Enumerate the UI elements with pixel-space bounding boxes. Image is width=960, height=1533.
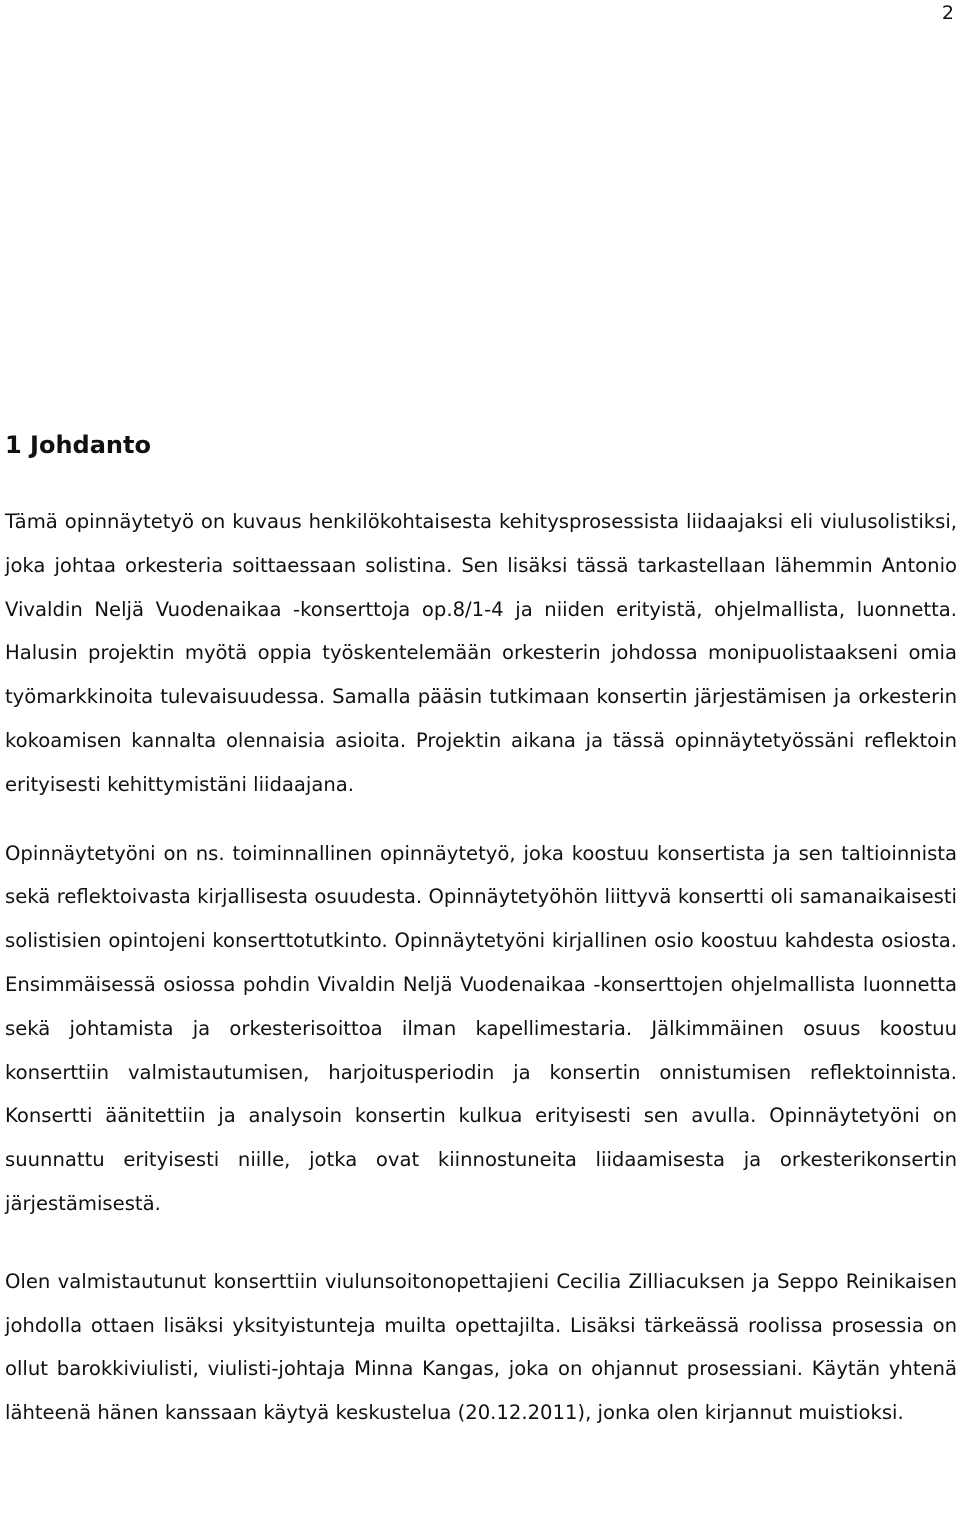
section-heading: 1 Johdanto [5,431,151,459]
paragraph-introduction: Tämä opinnäytetyö on kuvaus henkilökohtaisesta kehitysprosessista liidaajaksi eli viulusolistiksi, joka johtaa orkesteria soittaessaan solistina. Sen lisäksi tässä tarkastellaan lähemmin Antonio Vivaldin Neljä Vuodenaikaa -konserttoja op.8/1-4 ja niiden erityistä, ohjelmallista, luonnetta. Halusin projektin myötä oppia työskentelemään orkesterin johdossa monipuolistaakseni omia työmarkkinoita tulevaisuudessa. Samalla pääsin tutkimaan konsertin järjestämisen ja orkesterin kokoamisen kannalta olennaisia asioita. Projektin aikana ja tässä opinnäytetyössäni reflektoin erityisesti kehittymistäni liidaajana. [5,510,957,796]
page-number: 2 [941,2,954,24]
paragraph-thesis-structure: Opinnäytetyöni on ns. toiminnallinen opinnäytetyö, joka koostuu konsertista ja sen taltioinnista sekä reflektoivasta kirjallisesta osuudesta. Opinnäytetyöhön liittyvä konsertti oli samanaikaisesti solistisien opintojeni konserttotutkinto. Opinnäytetyöni kirjallinen osio koostuu kahdesta osiosta. Ensimmäisessä osiossa pohdin Vivaldin Neljä Vuodenaikaa -konserttojen ohjelmallista luonnetta sekä johtamista ja orkesterisoittoa ilman kapellimestaria. Jälkimmäinen osuus koostuu konserttiin valmistautumisen, harjoitusperiodin ja konsertin onnistumisen reflektoinnista. Konsertti äänitettiin ja analysoin konsertin kulkua erityisesti sen avulla. Opinnäytetyöni on suunnattu erityisesti niille, jotka ovat kiinnostuneita liidaamisesta ja orkesterikonsertin järjestämisestä. [5,841,957,1215]
document-body [5,428,957,1435]
paragraph-preparation: Olen valmistautunut konserttiin viulunsoitonopettajieni Cecilia Zilliacuksen ja Seppo Reinikaisen johdolla ottaen lisäksi yksityistunteja muilta opettajilta. Lisäksi tärkeässä roolissa prosessia on ollut barokkiviulisti, viulisti-johtaja Minna Kangas, joka on ohjannut prosessiani. Käytän yhtenä lähteenä hänen kanssaan käytyä keskustelua (20.12.2011), jonka olen kirjannut muistioksi. [5,1269,957,1425]
